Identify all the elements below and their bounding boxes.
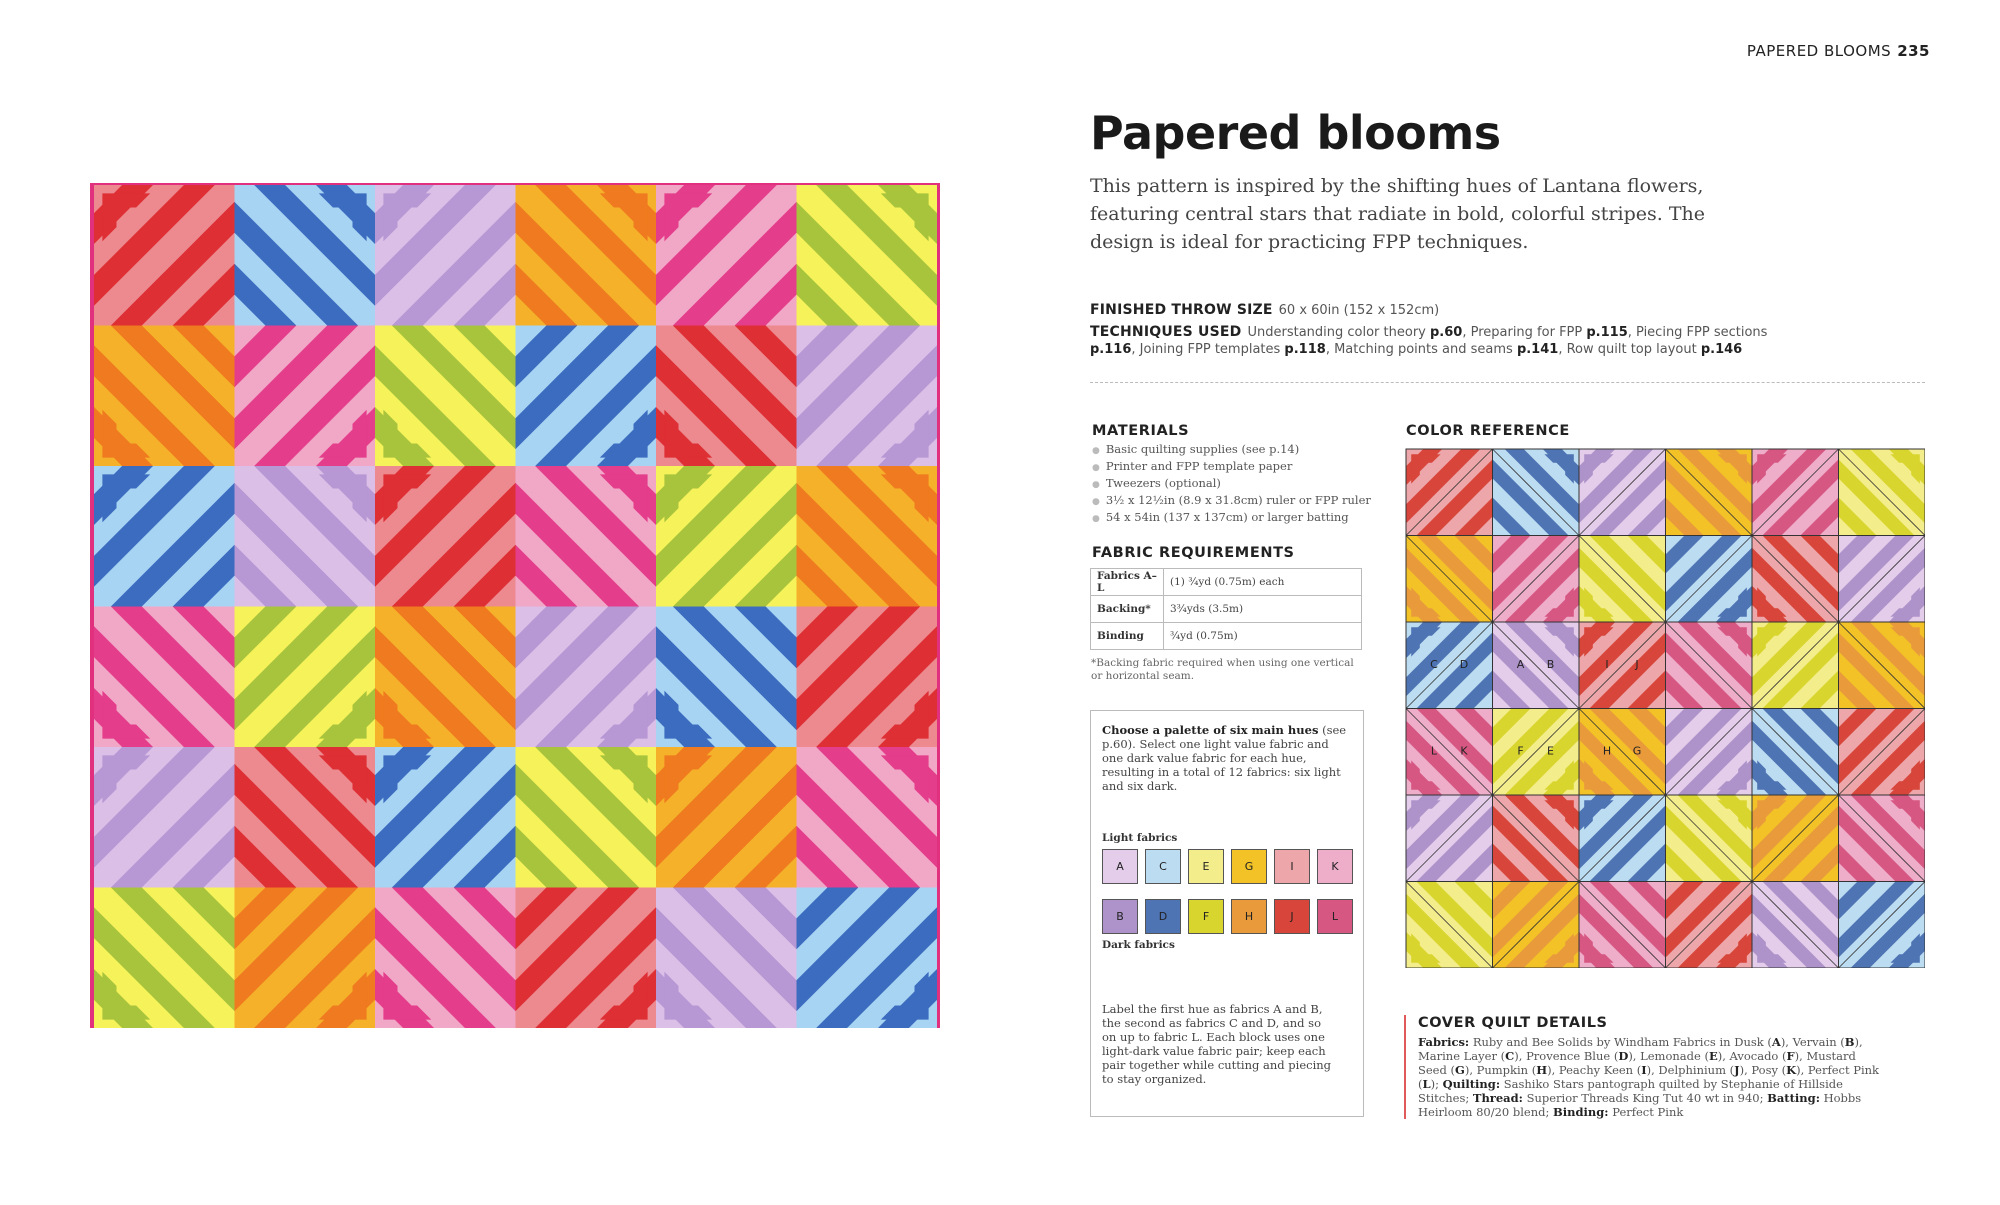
fabric-letter-label: L [1430,744,1438,758]
quilt-block [1579,795,1666,882]
fabric-key: Binding [1091,623,1164,650]
cover-bold: C [1505,1049,1515,1063]
quilt-block [656,185,797,326]
running-head [1747,42,1930,60]
quilt-block [797,185,938,326]
quilt-block [235,185,376,326]
fabric-row [1091,569,1362,596]
palette-lead-rest: (see p.60). Select one light value fabric and one dark value fabric for each hue, resulting in a total of 12 fabrics: six light and six dark. [1102,723,1347,793]
quilt-block [656,747,797,888]
technique-item: Understanding color theory p.60 [1247,325,1463,340]
quilt-block [375,466,516,607]
cover-bold: Quilting: [1442,1077,1501,1091]
technique-page: p.146 [1700,342,1743,357]
quilt-block [1752,882,1839,969]
materials-item: ● 3½ x 12½in (8.9 x 31.8cm) ruler or FPP ruler [1092,493,1382,510]
fabric-amount: ¾yd (0.75m) [1164,623,1362,650]
cover-quilt-details [1404,1015,1884,1119]
page-number: 235 [1897,42,1930,60]
page-title: Papered blooms [1090,106,1501,160]
cover-bold: G [1455,1063,1465,1077]
cover-bold: A [1771,1035,1781,1049]
quilt-block [1752,536,1839,623]
quilt-block [797,747,938,888]
fabric-key: Backing* [1091,596,1164,623]
quilt-block [516,185,657,326]
fabric-letter-label: K [1460,744,1468,758]
dark-fabrics-label: Dark fabrics [1102,939,1175,951]
intro-paragraph: This pattern is inspired by the shifting hues of Lantana flowers, featuring central stars that radiate in bold, colorful stripes. The design is ideal for practicing FPP techniques. [1090,175,1705,253]
fabric-swatch: A [1102,849,1138,884]
finished-size-label: FINISHED THROW SIZE [1090,302,1273,318]
light-swatches [1102,849,1353,884]
technique-item: , Joining FPP templates p.118 [1131,342,1326,357]
materials-item: ● 54 x 54in (137 x 137cm) or larger batting [1092,510,1382,527]
quilt-block [1752,622,1839,709]
cover-bold: F [1786,1049,1795,1063]
quilt-block [1493,795,1580,882]
fabric-key: Fabrics A–L [1091,569,1164,596]
quilt-block [94,326,235,467]
quilt-block [1579,709,1666,796]
quilt-block [1406,882,1493,969]
fabric-swatch: D [1145,899,1181,934]
fabric-requirements-table [1090,568,1362,650]
fabric-requirements-heading: FABRIC REQUIREMENTS [1092,545,1295,561]
fabric-letter-label: C [1430,658,1438,671]
fabric-swatch: L [1317,899,1353,934]
materials-heading: MATERIALS [1092,423,1190,439]
fabric-swatch: F [1188,899,1224,934]
fabric-swatch: E [1188,849,1224,884]
quilt-block [1752,709,1839,796]
cover-bold: E [1708,1049,1718,1063]
quilt-block [235,607,376,748]
quilt-block [375,888,516,1029]
color-reference-diagram [1405,448,1925,968]
quilt-block [1406,795,1493,882]
quilt-block [1752,449,1839,536]
quilt-block [1579,882,1666,969]
quilt-block [375,747,516,888]
cover-bold: Binding: [1553,1105,1609,1119]
color-reference-heading: COLOR REFERENCE [1406,423,1570,439]
fabric-letter-label: J [1635,658,1639,671]
running-head-section: PAPERED BLOOMS [1746,42,1892,60]
section-divider [1090,382,1925,383]
quilt-block [1579,536,1666,623]
quilt-block [797,466,938,607]
quilt-block [1666,882,1753,969]
fabric-letter-label: G [1632,744,1642,758]
quilt-block [656,466,797,607]
quilt-block [797,607,938,748]
quilt-block [94,747,235,888]
cover-bold: Fabrics: [1418,1035,1470,1049]
quilt-block [656,888,797,1029]
quilt-block [1406,449,1493,536]
fabric-swatch: G [1231,849,1267,884]
quilt-block [656,607,797,748]
quilt-block [1752,795,1839,882]
quilt-block [1839,795,1926,882]
quilt-block [516,326,657,467]
cover-bold: L [1422,1077,1431,1091]
light-fabrics-label: Light fabrics [1102,832,1178,844]
quilt-block [1666,709,1753,796]
quilt-block [1493,882,1580,969]
quilt-block [235,888,376,1029]
fabric-row [1091,623,1362,650]
quilt-block [1666,795,1753,882]
quilt-block [1579,622,1666,709]
fabric-amount: 3¾yds (3.5m) [1164,596,1362,623]
quilt-block [1839,622,1926,709]
fabric-letter-label: D [1459,658,1469,671]
techniques-row [1090,324,1790,358]
quilt-block [1493,709,1580,796]
quilt-photo [90,183,940,1028]
fabric-swatch: K [1317,849,1353,884]
cover-bold: J [1734,1063,1740,1077]
fabric-swatch: I [1274,849,1310,884]
technique-item: , Piecing FPP sections p.116 [1090,325,1768,357]
quilt-block [1839,709,1926,796]
fabric-swatch: J [1274,899,1310,934]
materials-item: ● Tweezers (optional) [1092,476,1382,493]
backing-footnote: *Backing fabric required when using one vertical or horizontal seam. [1091,657,1354,682]
finished-size-value: 60 x 60in (152 x 152cm) [1278,303,1440,318]
materials-item: ● Basic quilting supplies (see p.14) [1092,442,1382,459]
palette-closing: Label the first hue as fabrics A and B, the second as fabrics C and D, and so on up to fabric L. Each block uses one light-dark value fabric pair; keep each pair together while cutting and piecing to stay organized. [1102,1002,1332,1086]
cover-bold: H [1536,1063,1548,1077]
quilt-block [1839,882,1926,969]
cover-bold: Thread: [1472,1091,1523,1105]
materials-list [1092,442,1382,527]
quilt-block [1493,449,1580,536]
cover-details-heading: COVER QUILT DETAILS [1418,1015,1608,1031]
quilt-block [656,326,797,467]
quilt-block [1666,536,1753,623]
quilt-block [1666,622,1753,709]
technique-page: p.141 [1516,342,1559,357]
dark-swatches [1102,899,1353,934]
technique-page: p.115 [1586,325,1628,340]
quilt-block [94,607,235,748]
technique-page: p.118 [1284,342,1326,357]
fabric-amount: (1) ¾yd (0.75m) each [1164,569,1362,596]
quilt-block [516,888,657,1029]
technique-page: p.60 [1429,325,1463,340]
technique-item: , Preparing for FPP p.115 [1462,325,1628,340]
fabric-letter-label: E [1547,744,1554,758]
quilt-block [797,888,938,1029]
palette-intro [1102,723,1352,793]
fabric-swatch: C [1145,849,1181,884]
quilt-block [235,326,376,467]
quilt-block [375,607,516,748]
cover-bold: B [1844,1035,1855,1049]
quilt-block [516,747,657,888]
quilt-block [94,185,235,326]
quilt-block [1839,449,1926,536]
quilt-block [94,888,235,1029]
cover-bold: D [1618,1049,1629,1063]
quilt-block [1666,449,1753,536]
quilt-block [375,326,516,467]
technique-page: p.116 [1090,342,1132,357]
quilt-block [235,747,376,888]
palette-box [1090,710,1364,1117]
technique-item: , Row quilt top layout p.146 [1558,342,1743,357]
palette-lead: Choose a palette of six main hues [1102,723,1319,737]
fabric-letter-label: H [1602,744,1612,758]
quilt-block [375,185,516,326]
quilt-block [1406,709,1493,796]
quilt-block [235,466,376,607]
fabric-letter-label: B [1546,658,1555,671]
fabric-letter-label: A [1516,658,1525,671]
fabric-swatch: H [1231,899,1267,934]
techniques-label: TECHNIQUES USED [1090,324,1242,340]
fabric-letter-label: I [1605,658,1609,671]
quilt-block [797,326,938,467]
fabric-letter-label: F [1517,744,1524,758]
project-specs [1090,302,1790,363]
quilt-illustration [90,183,940,1028]
quilt-block [1493,622,1580,709]
color-reference-svg [1405,448,1925,968]
finished-size-row [1090,302,1790,319]
cover-bold: Batting: [1767,1091,1820,1105]
quilt-block [516,607,657,748]
cover-bold: I [1641,1063,1647,1077]
quilt-block [1406,622,1493,709]
fabric-swatch: B [1102,899,1138,934]
quilt-block [1493,536,1580,623]
materials-item: ● Printer and FPP template paper [1092,459,1382,476]
cover-bold: K [1786,1063,1797,1077]
quilt-block [516,466,657,607]
fabric-row [1091,596,1362,623]
quilt-block [1579,449,1666,536]
quilt-block [1406,536,1493,623]
cover-details-text: Fabrics: Ruby and Bee Solids by Windham Fabrics in Dusk (A), Vervain (B), Marine Layer (C), Provence Blue (D), Lemonade (E), Avocado (F), Mustard Seed (G), Pumpkin (H), Peachy Keen (I), Delphinium (J), Posy (K), Perfect Pink (L); Quilting: Sashiko Stars pantograph quilted by Stephanie of Hillside Stitches; Thread: Superior Threads King Tut 40 wt in 940; Batting: Hobbs Heirloom 80/20 blend; Binding: Perfect Pink [1418,1035,1880,1119]
quilt-block [94,466,235,607]
quilt-block [1839,536,1926,623]
technique-item: , Matching points and seams p.141 [1325,342,1559,357]
